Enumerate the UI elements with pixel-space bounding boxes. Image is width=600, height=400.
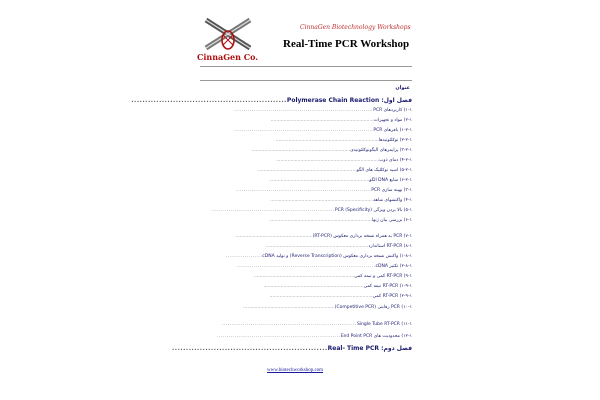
toc-row: ۵-۲-۱) اسید نوکلئیک های الگو..................................................................... — [257, 168, 412, 173]
toc-row: ۶-۲-۱) منابع DNA الگو...................................................................... — [269, 178, 412, 183]
toc-row: ۲-۸-۱) تکثیر cDNA........................................................................ — [236, 264, 412, 269]
toc-row: ۸-۱) RT-PCR استاندارد........................................................................ — [265, 244, 412, 249]
toc-row: فصل اول: Polymerase Chain Reaction........................................................ — [131, 97, 412, 104]
toc-row: ۱-۹-۱) RT-PCR نیمه کمی...................................................................... — [263, 284, 412, 289]
toc-row: ۲-۹-۱) RT-PCR کمی........................................................................ — [269, 294, 412, 299]
toc-row: فصل دوم: Real- Time PCR........................................................ — [172, 345, 412, 352]
toc-row: ۱۲-۱) محدودیت های End Point PCR................................................................ — [217, 334, 412, 339]
toc-row: ۱-۲-۱) بافرهای PCR........................................................................ — [234, 128, 412, 133]
toc-row: ۳-۲-۱) پرایمرهای الیگونوکلئوتیدی..................................................................... — [251, 148, 412, 153]
page-title: Real-Time PCR Workshop — [283, 38, 410, 50]
toc-row: ۱-۱) کاربردهای PCR........................................................................ — [234, 108, 412, 113]
toc-row: ۱۰-۱) PCR رقابتی (Competitive PCR)................................................................ — [243, 305, 412, 310]
toc-row: ۴-۲-۱) دمای ذوب........................................................................ — [276, 158, 412, 163]
toc-heading: عنوان — [395, 85, 410, 91]
header-subtitle: CinnaGen Biotechnology Workshops — [300, 24, 411, 31]
toc-row: ۲-۲-۱) نوکلئوتیدها........................................................................ — [275, 138, 412, 143]
toc-row: ۹-۱) RT-PCR کمی و نیمه کمی...................................................................... — [253, 274, 412, 279]
toc-row: ۳-۱) بهینه سازی PCR...................................................................... — [236, 188, 412, 193]
logo-text: CinnaGen Co. — [197, 52, 259, 62]
toc-row: ۲-۱) مواد و تجهیزات........................................................................ — [270, 118, 412, 123]
toc-row: ۱-۸-۱) واکنش نسخه برداری معکوس (Reverse Transcription) و تولید cDNA................... — [225, 254, 412, 259]
toc-row: ۷-۱) PCR به همراه نسخه برداری معکوس (RT-PCR)...................................................... — [235, 234, 412, 239]
toc-divider — [200, 80, 412, 81]
toc-row: ۶-۱) بررسی بیان ژنها........................................................................ — [268, 218, 412, 223]
toc-row: ۵-۱) بالا بردن ویژگی PCR (Specificity)................................................................ — [211, 208, 412, 213]
header-divider — [200, 66, 412, 67]
toc-row: ۴-۱) واکنشهای شاهد........................................................................ — [270, 198, 412, 203]
toc-row: ۱۱-۱) Single Tube RT-PCR...................................................................... — [221, 322, 412, 327]
website-link[interactable]: www.biotechworkshop.com — [267, 368, 324, 373]
